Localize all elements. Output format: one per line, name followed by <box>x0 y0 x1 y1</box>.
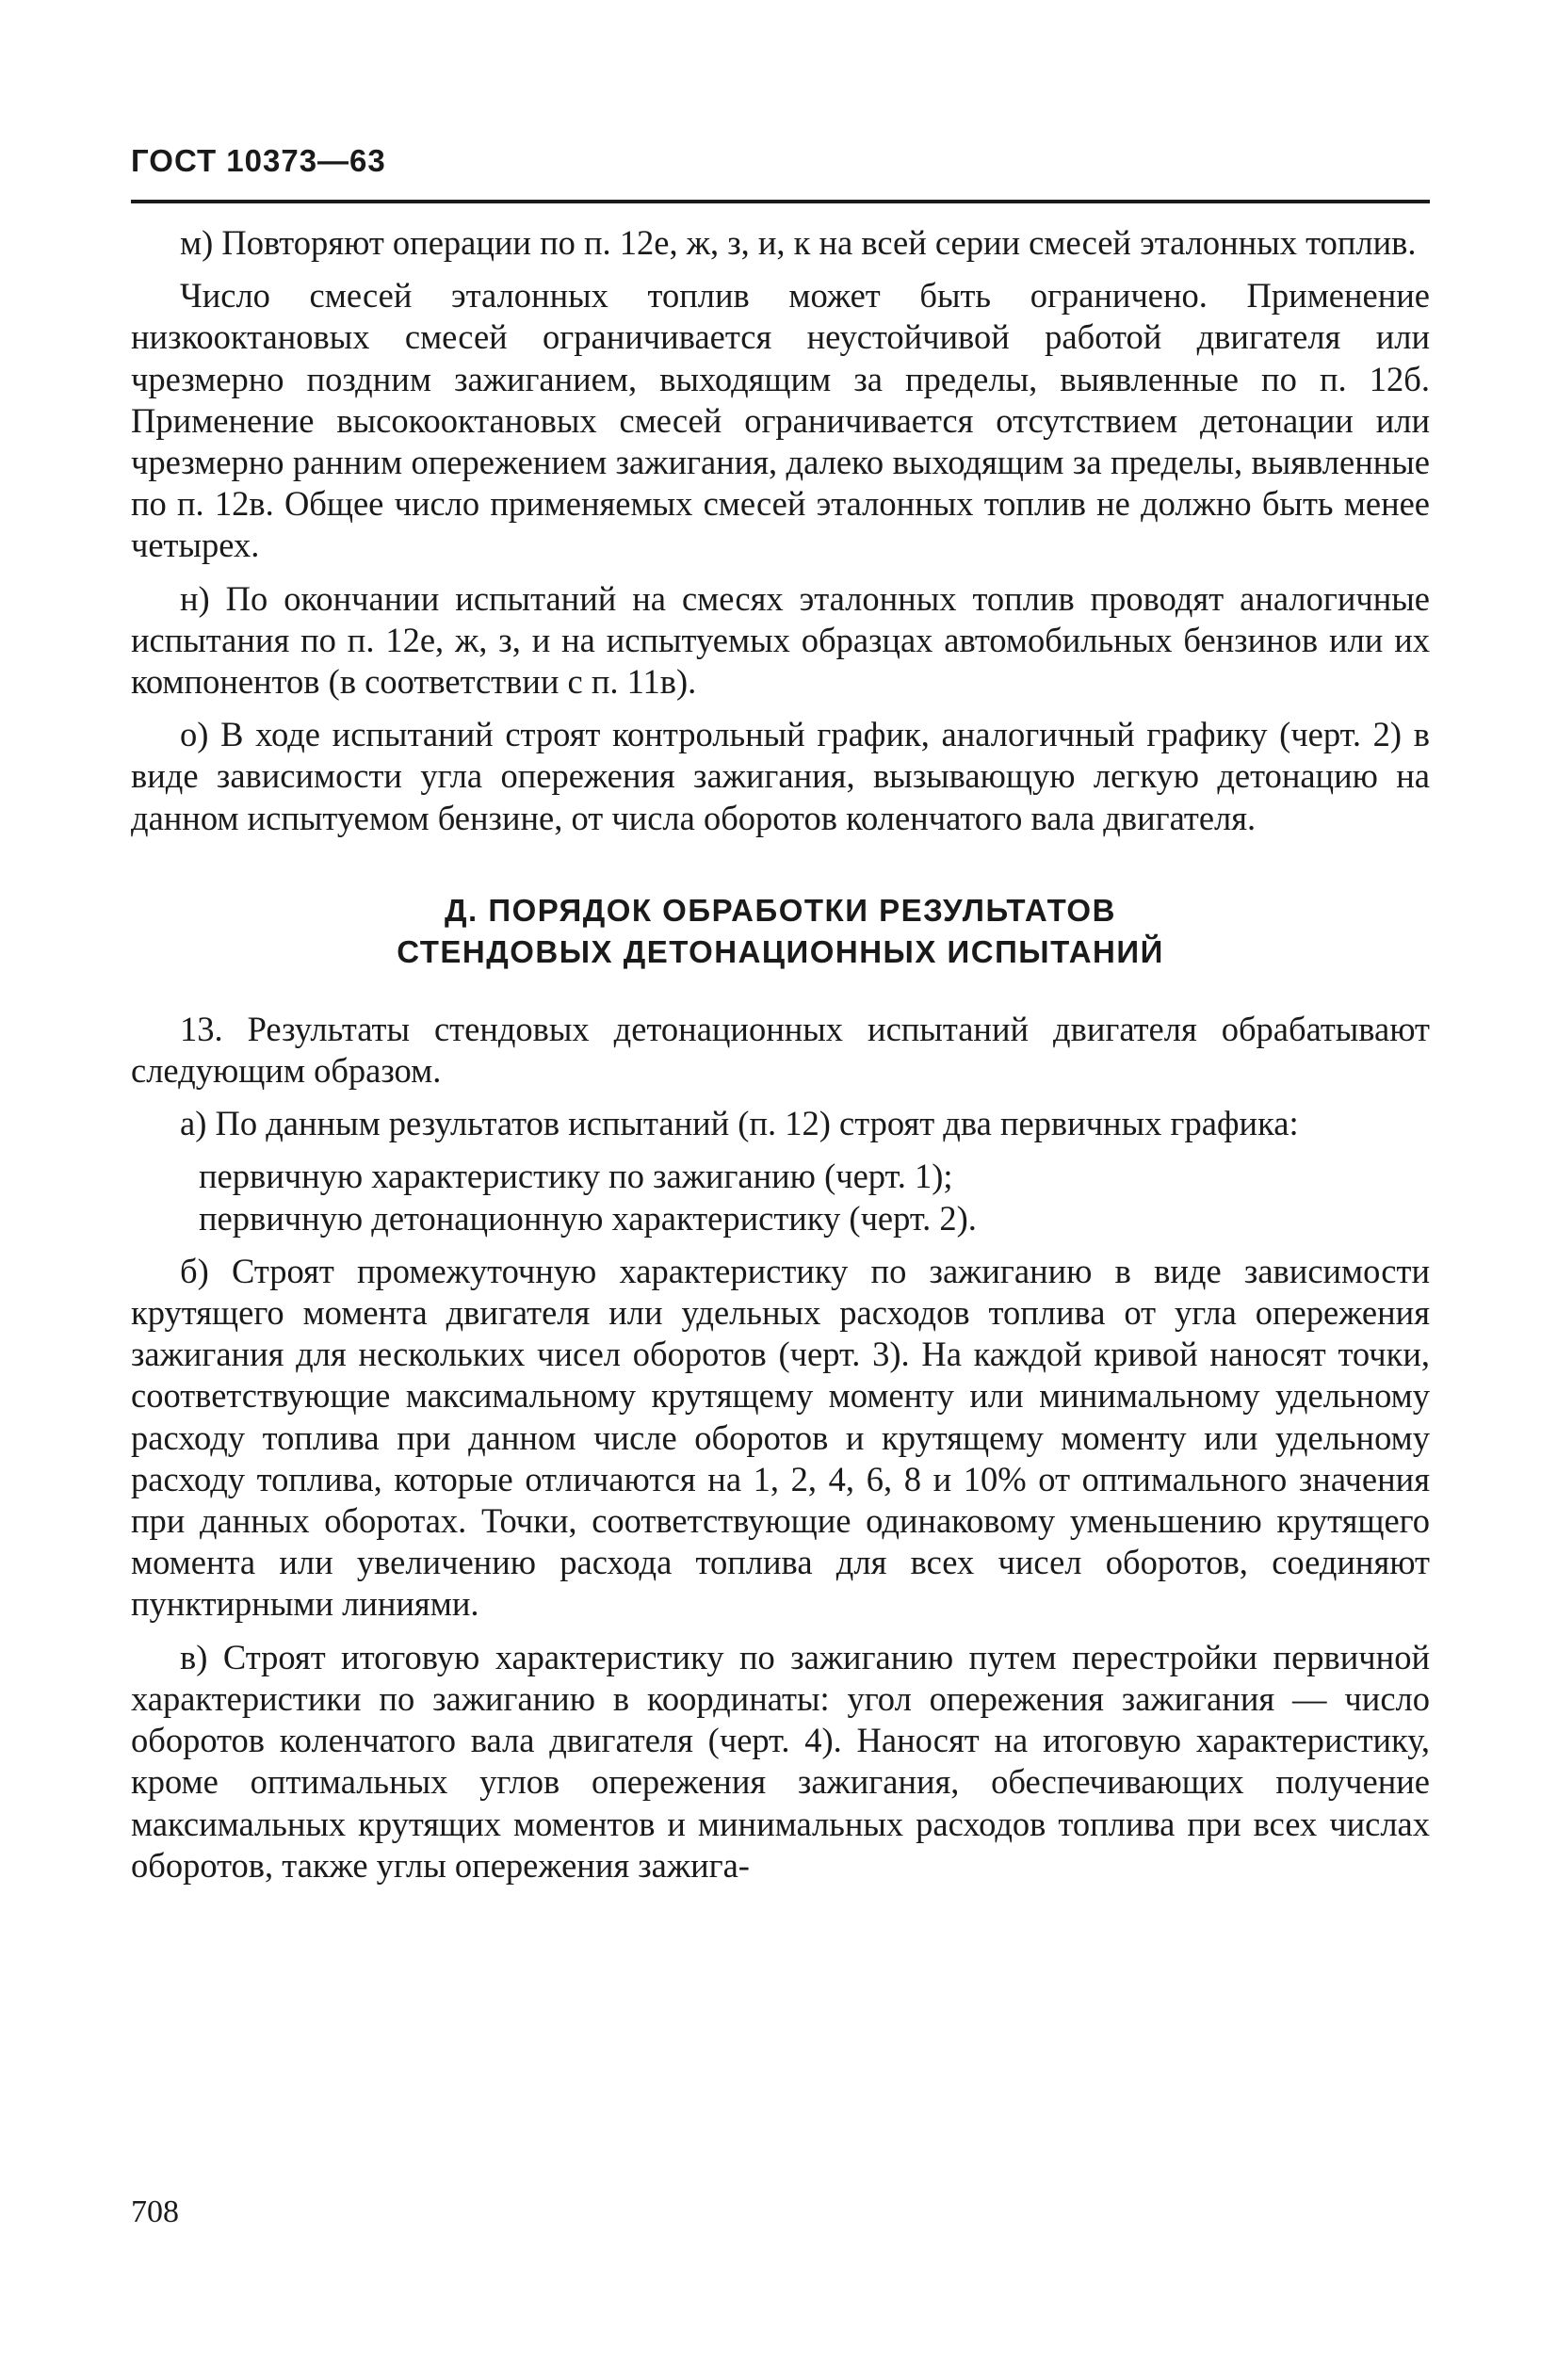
paragraph-13: 13. Результаты стендовых детонационных испытаний двигателя обрабатывают следующим образом. <box>131 1009 1430 1091</box>
list-item-primary-detonation: первичную детонационную характеристику (черт. 2). <box>199 1198 977 1238</box>
list-item-primary-ignition: первичную характеристику по зажиганию (черт. 1); <box>199 1157 953 1196</box>
paragraph-a: а) По данным результатов испытаний (п. 12) строят два первичных графика: <box>180 1104 1299 1143</box>
header-rule <box>131 200 1430 203</box>
paragraph-v: в) Строят итоговую характеристику по зажиганию путем перестройки первичной характеристики по зажиганию в координаты: угол опережения зажигания — число оборотов коленчатого вала двигателя (черт. 4). Наносят на итоговую характеристику, кроме оптимальных углов опережения зажигания, обеспечивающих получение максимальных крутящих моментов и минимальных расходов топлива при всех числах оборотов, также углы опережения зажига- <box>131 1637 1430 1885</box>
paragraph-fuel-count: Число смесей эталонных топлив может быть ограничено. Применение низкооктановых смесей ограничивается неустойчивой работой двигателя или чрезмерно поздним зажиганием, выходящим за пределы, выявленные по п. 12б. Применение высокооктановых смесей ограничивается отсутствием детонации или чрезмерно ранним опережением зажигания, далеко выходящим за пределы, выявленные по п. 12в. Общее число применяемых смесей эталонных топлив не должно быть менее четырех. <box>131 276 1430 565</box>
section-heading <box>131 890 1430 973</box>
paragraph-n: н) По окончании испытаний на смесях эталонных топлив проводят аналогичные испытания по п. 12е, ж, з, и на испытуемых образцах автомобильных бензинов или их компонентов (в соответствии с п. 11в). <box>131 578 1430 702</box>
paragraph-b: б) Строят промежуточную характеристику по зажиганию в виде зависимости крутящего момента двигателя или удельных расходов топлива от угла опережения зажигания для нескольких чисел оборотов (черт. 3). На каждой кривой наносят точки, соответствующие максимальному крутящему моменту или минимальному удельному расходу топлива при данном числе оборотов и крутящему моменту или удельному расходу топлива, которые отличаются на 1, 2, 4, 6, 8 и 10% от оптимального значения при данных оборотах. Точки, соответствующие одинаковому уменьшению крутящего момента или увеличению расхода топлива для всех чисел оборотов, соединяют пунктирными линиями. <box>131 1251 1430 1624</box>
page-number: 708 <box>131 2194 179 2229</box>
document-header-title: ГОСТ 10373—63 <box>131 143 386 178</box>
document-body <box>131 222 1430 1898</box>
paragraph-m: м) Повторяют операции по п. 12е, ж, з, и, к на всей серии смесей эталонных топлив. <box>180 223 1417 262</box>
paragraph-o: о) В ходе испытаний строят контрольный график, аналогичный графику (черт. 2) в виде зависимости угла опережения зажигания, вызывающую легкую детонацию на данном испытуемом бензине, от числа оборотов коленчатого вала двигателя. <box>131 715 1430 837</box>
section-heading-line-1: Д. ПОРЯДОК ОБРАБОТКИ РЕЗУЛЬТАТОВ <box>445 892 1116 928</box>
section-heading-line-2: СТЕНДОВЫХ ДЕТОНАЦИОННЫХ ИСПЫТАНИЙ <box>397 933 1164 969</box>
